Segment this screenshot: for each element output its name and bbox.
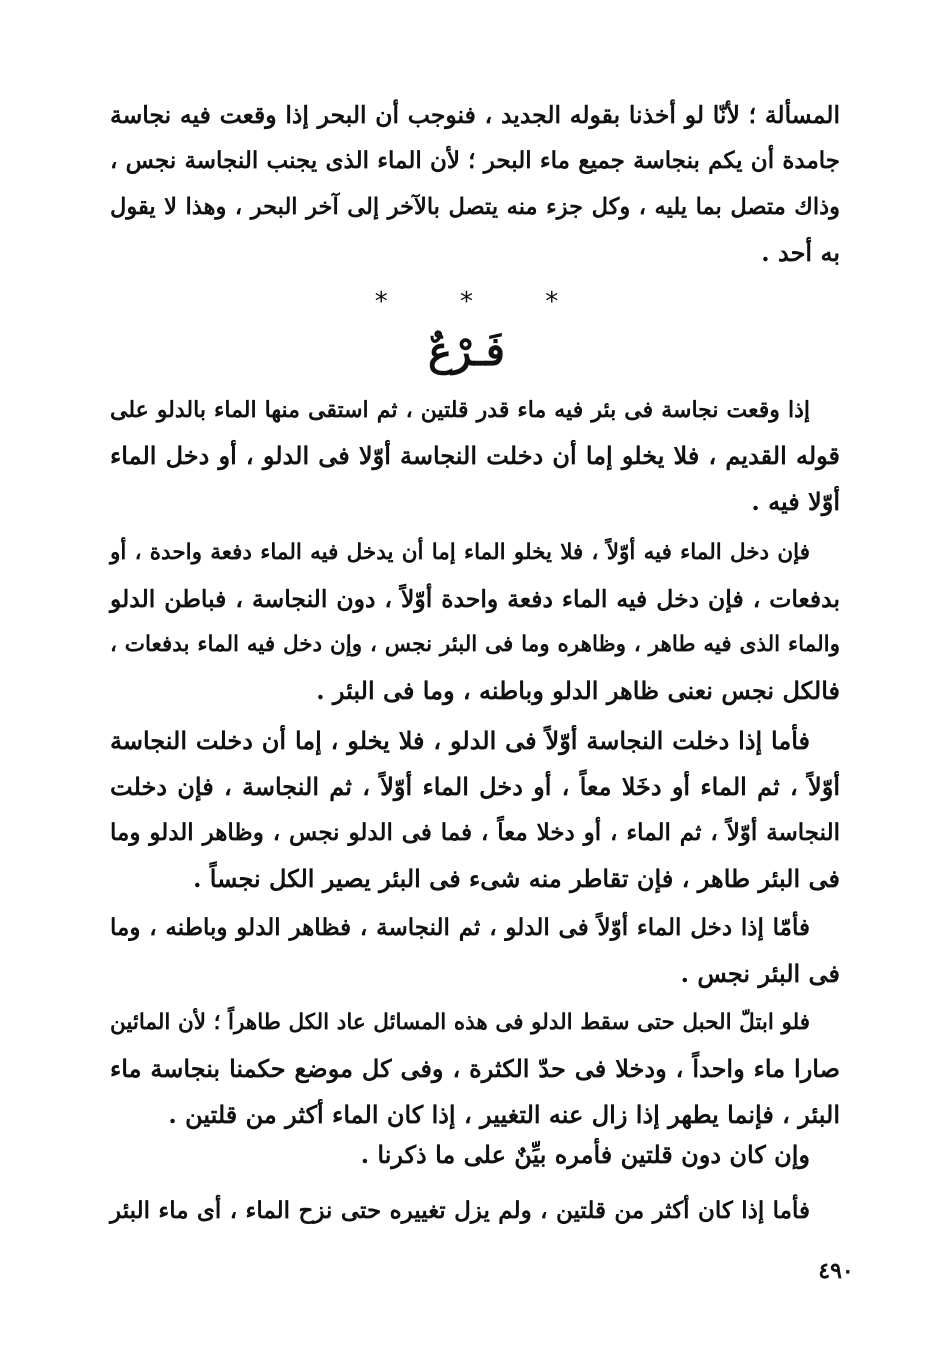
text-line: صارا ماء واحداً ، ودخلا فى حدّ الكثرة ، وفى كل موضع حكمنا بنجاسة ماء [110,1054,840,1083]
text-line: فأمّا إذا دخل الماء أوّلاً فى الدلو ، ثم النجاسة ، فظاهر الدلو وباطنه ، وما [110,914,810,941]
text-line: فأما إذا كان أكثر من قلتين ، ولم يزل تغييره حتى نزح الماء ، أى ماء البئر [110,1197,810,1224]
star-ornament: * [374,287,388,317]
paragraph [110,387,840,525]
text-line: فى البئر طاهر ، فإن تقاطر منه شىء فى البئر يصير الكل نجساً . [193,864,840,893]
text-line: فلو ابتلّ الحبل حتى سقط الدلو فى هذه المسائل عاد الكل طاهراً ؛ لأن المائين [110,1010,810,1035]
text-line: وإن كان دون قلتين فأمره بيِّنٌ على ما ذكرنا . [360,1140,810,1169]
text-line: فأما إذا دخلت النجاسة أوّلاً فى الدلو ، فلا يخلو ، إما أن دخلت النجاسة [110,726,810,755]
text-line: وذاك متصل بما يليه ، وكل جزء منه يتصل بالآخر إلى آخر البحر ، وهذا لا يقول [110,194,840,220]
page-number: ٤٩٠ [818,1258,854,1284]
paragraph [110,1132,840,1178]
star-ornament: * [545,287,559,317]
paragraph [110,718,840,902]
paragraph [110,1188,840,1234]
text-line: والماء الذى فيه طاهر ، وظاهره وما فى البئر نجس ، وإن دخل فيه الماء بدفعات ، [110,632,840,657]
section-heading: فَـرْعٌ [428,328,505,375]
paragraph [110,905,840,997]
text-line: إذا وقعت نجاسة فى بئر فيه ماء قدر قلتين ، ثم استقى منها الماء بالدلو على [110,397,810,423]
text-line: فإن دخل الماء فيه أوّلاً ، فلا يخلو الماء إما أن يدخل فيه الماء دفعة واحدة ، أو [110,540,810,565]
text-line: به أحد . [761,238,840,267]
paragraph [110,530,840,714]
text-line: المسألة ؛ لأنّا لو أخذنا بقوله الجديد ، فنوجب أن البحر إذا وقعت فيه نجاسة [110,101,840,129]
paragraph [110,1000,840,1138]
text-line: أوّلاً ، ثم الماء أو دخَلا معاً ، أو دخل الماء أوّلاً ، ثم النجاسة ، فإن دخلت [110,772,840,801]
section-divider-stars [0,287,933,317]
text-line: البئر ، فإنما يطهر إذا زال عنه التغيير ، إذا كان الماء أكثر من قلتين . [168,1100,840,1129]
text-line: فى البئر نجس . [680,959,840,988]
text-line: فالكل نجس نعنى ظاهر الدلو وباطنه ، وما فى البئر . [316,676,840,705]
text-line: النجاسة أوّلاً ، ثم الماء ، أو دخلا معاً ، فما فى الدلو نجس ، وظاهر الدلو وما [110,819,840,846]
paragraph-continuation [110,92,840,276]
star-ornament: * [460,287,473,317]
text-line: جامدة أن يكم بنجاسة جميع ماء البحر ؛ لأن الماء الذى يجنب النجاسة نجس ، [110,147,840,174]
text-line: قوله القديم ، فلا يخلو إما أن دخلت النجاسة أوّلا فى الدلو ، أو دخل الماء [110,441,841,470]
text-line: بدفعات ، فإن دخل فيه الماء دفعة واحدة أوّلاً ، دون النجاسة ، فباطن الدلو [110,585,840,613]
text-line: أوّلا فيه . [751,487,840,516]
